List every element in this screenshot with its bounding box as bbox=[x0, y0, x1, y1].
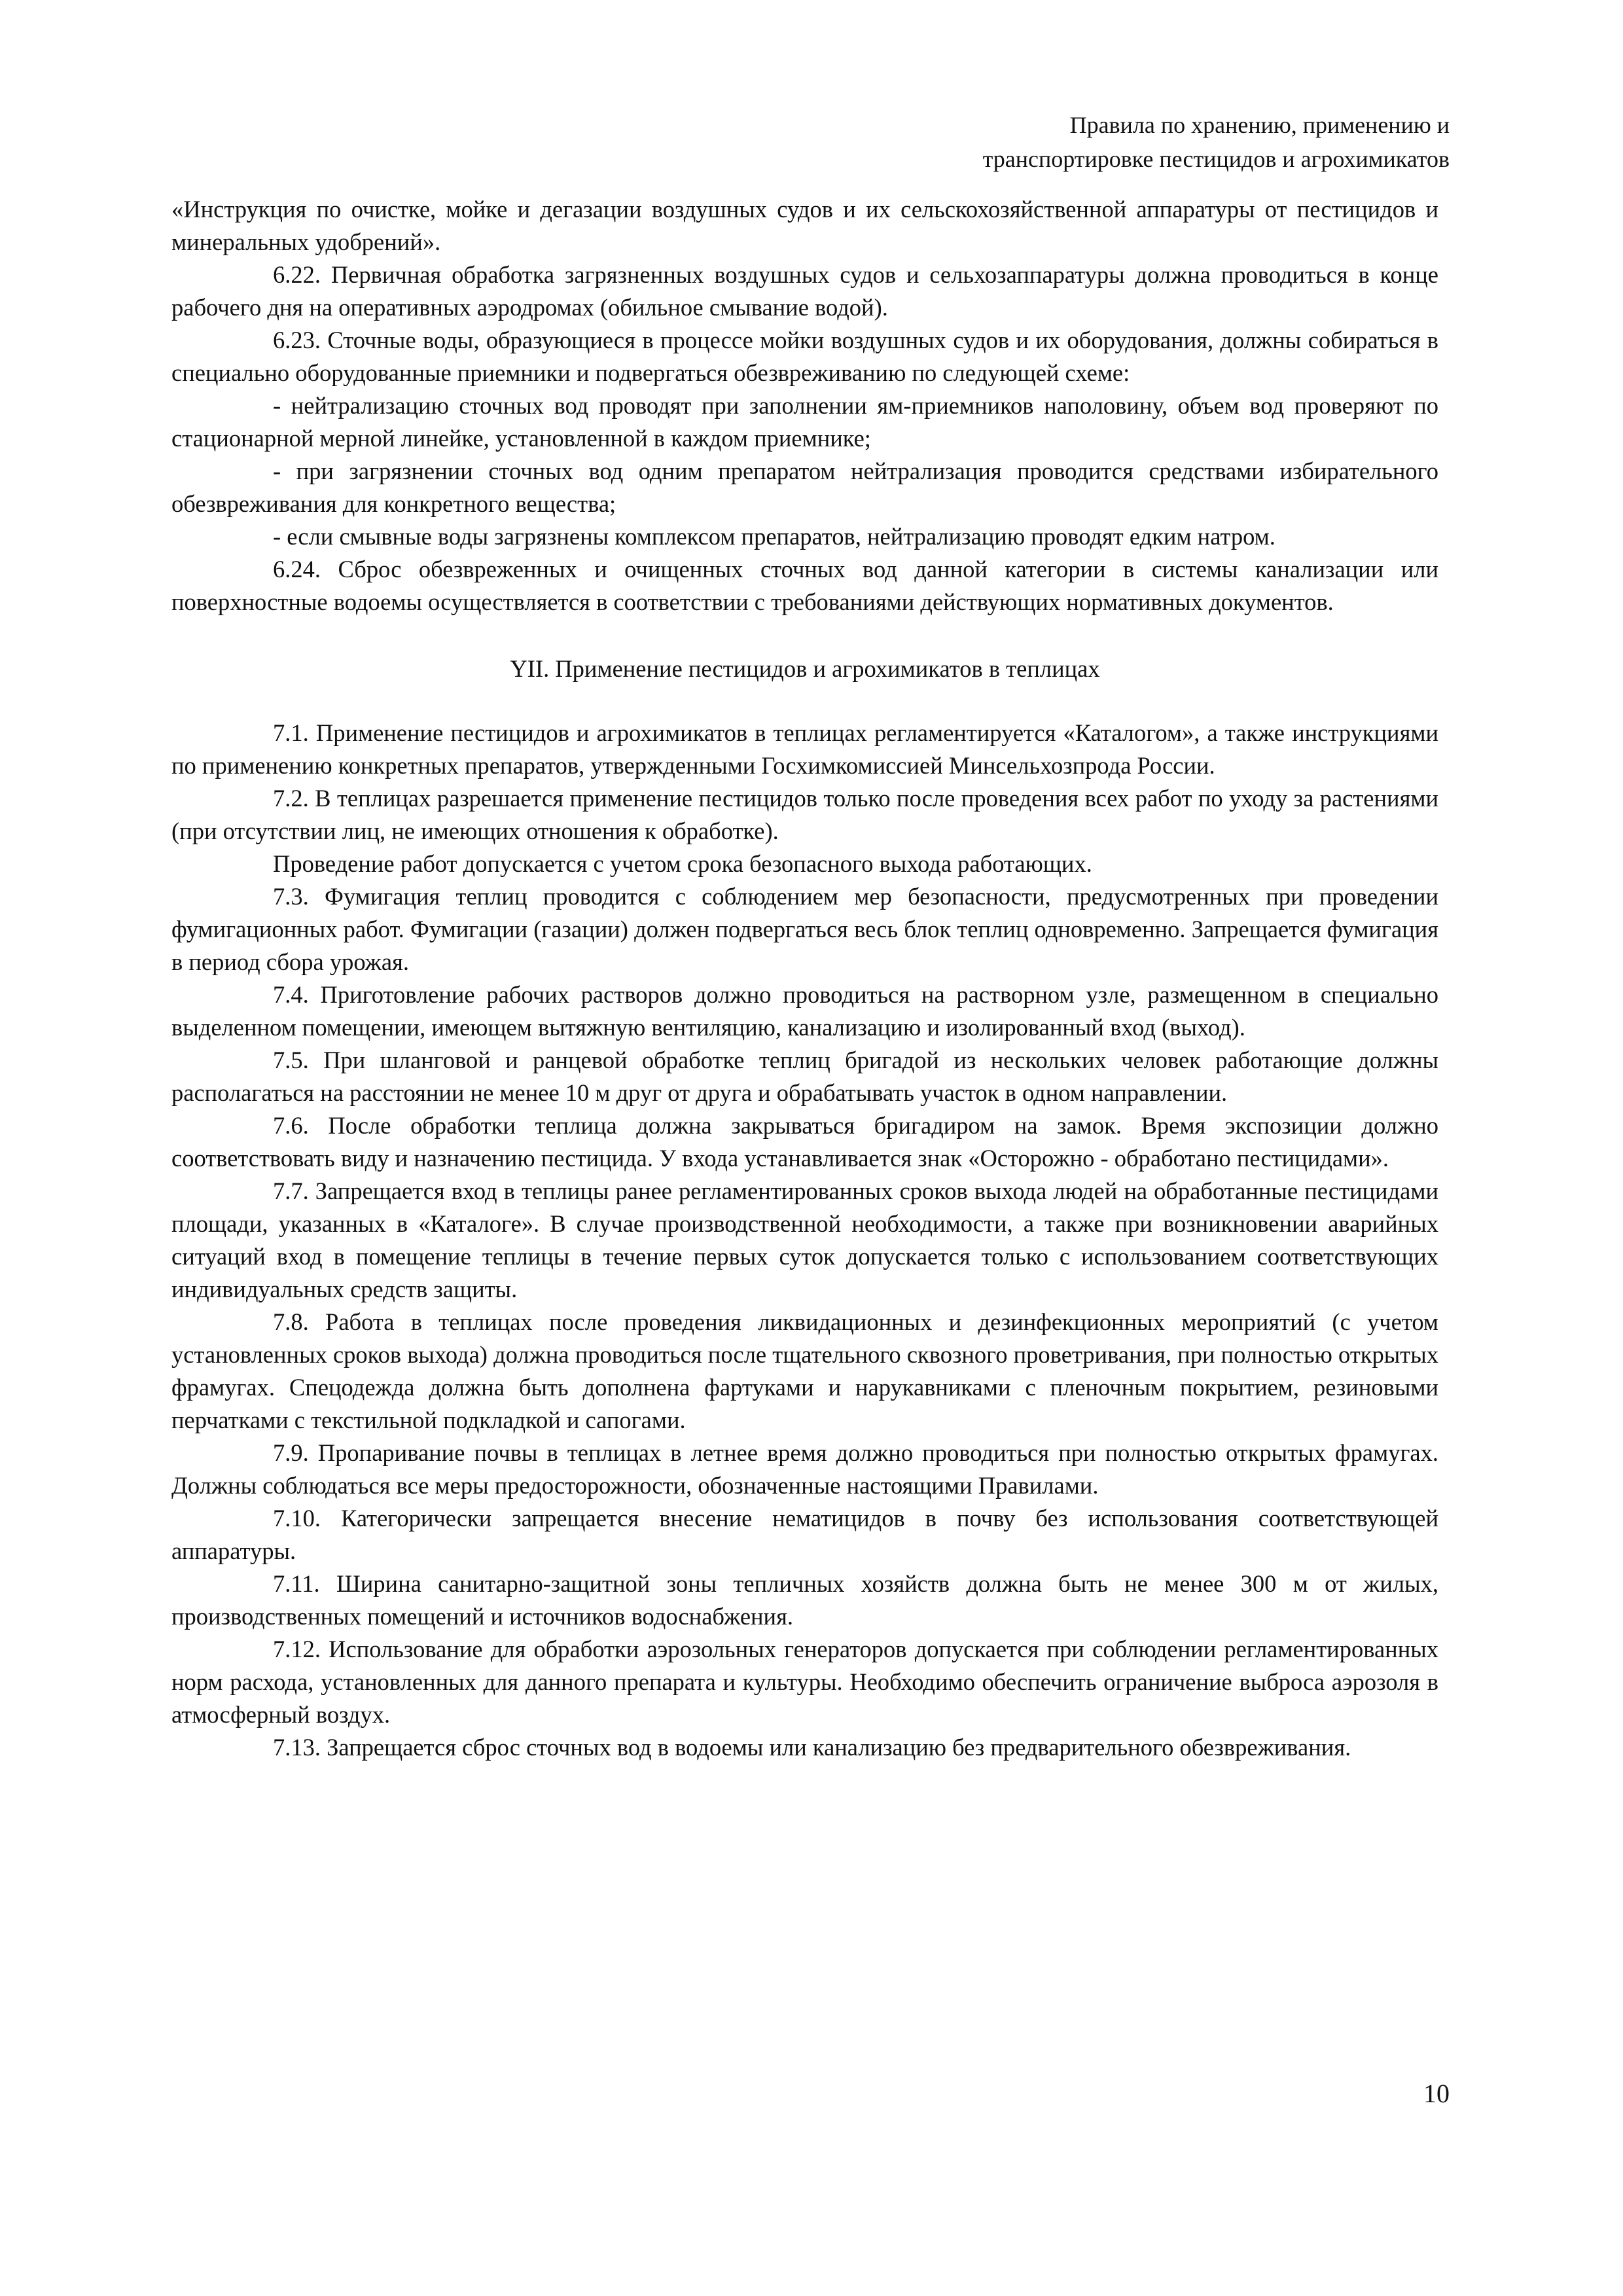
paragraph-7-4: 7.4. Приготовление рабочих растворов должно проводиться на растворном узле, размещенном в специально выделенном помещении, имеющем вытяжную вентиляцию, канализацию и изолированный вход (выход). bbox=[171, 981, 1438, 1041]
list-item-neutralization: - нейтрализацию сточных вод проводят при заполнении ям-приемников наполовину, объем вод проверяют по стационарной мерной линейке, установленной в каждом приемнике; bbox=[171, 392, 1438, 452]
list-item-single-preparation: - при загрязнении сточных вод одним препаратом нейтрализация проводится средствами избирательного обезвреживания для конкретного вещества; bbox=[171, 457, 1438, 517]
paragraph-7-2: 7.2. В теплицах разрешается применение пестицидов только после проведения всех работ по уходу за растениями (при отсутствии лиц, не имеющих отношения к обработке). bbox=[171, 785, 1438, 844]
paragraph-7-11: 7.11. Ширина санитарно-защитной зоны тепличных хозяйств должна быть не менее 300 м от жилых, производственных помещений и источников водоснабжения. bbox=[171, 1570, 1438, 1630]
paragraph-7-3: 7.3. Фумигация теплиц проводится с соблюдением мер безопасности, предусмотренных при проведении фумигационных работ. Фумигации (газации) должен подвергаться весь блок теплиц одновременно. Запрещается фумигация в период сбора урожая. bbox=[171, 883, 1438, 975]
paragraph-7-12: 7.12. Использование для обработки аэрозольных генераторов допускается при соблюдении регламентированных норм расхода, установленных для данного препарата и культуры. Необходимо обеспечить ограничение выброса аэрозоля в атмосферный воздух. bbox=[171, 1636, 1438, 1728]
paragraph-6-22: 6.22. Первичная обработка загрязненных воздушных судов и сельхозаппаратуры должна проводиться в конце рабочего дня на оперативных аэродромах (обильное смывание водой). bbox=[171, 261, 1438, 321]
paragraph-7-13: 7.13. Запрещается сброс сточных вод в водоемы или канализацию без предварительного обезвреживания. bbox=[273, 1734, 1351, 1761]
paragraph-7-8: 7.8. Работа в теплицах после проведения ликвидационных и дезинфекционных мероприятий (с учетом установленных сроков выхода) должна проводиться после тщательного сквозного проветривания, при полностью открытых фрамугах. Спецодежда должна быть дополнена фартуками и нарукавниками с пленочным покрытием, резиновыми перчатками с текстильной подкладкой и сапогами. bbox=[171, 1308, 1438, 1433]
header-line-1: Правила по хранению, применению и bbox=[1069, 112, 1450, 138]
paragraph-7-5: 7.5. При шланговой и ранцевой обработке теплиц бригадой из нескольких человек работающие должны располагаться на расстоянии не менее 10 м друг от друга и обрабатывать участок в одном направлении. bbox=[171, 1047, 1438, 1106]
body-text bbox=[171, 193, 1438, 1764]
list-item-complex-preparations: - если смывные воды загрязнены комплексом препаратов, нейтрализацию проводят едким натром. bbox=[273, 523, 1275, 550]
section-heading: YII. Применение пестицидов и агрохимикатов в теплицах bbox=[510, 655, 1100, 682]
paragraph-7-2-note: Проведение работ допускается с учетом срока безопасного выхода работающих. bbox=[273, 850, 1092, 877]
paragraph-7-10: 7.10. Категорически запрещается внесение нематицидов в почву без использования соответствующей аппаратуры. bbox=[171, 1505, 1438, 1564]
running-header bbox=[730, 108, 1450, 176]
page-number: 10 bbox=[1423, 2079, 1450, 2108]
paragraph-6-23: 6.23. Сточные воды, образующиеся в процессе мойки воздушных судов и их оборудования, должны собираться в специально оборудованные приемники и подвергаться обезвреживанию по следующей схеме: bbox=[171, 327, 1438, 386]
paragraph-instruction-title: «Инструкция по очистке, мойке и дегазации воздушных судов и их сельскохозяйственной аппаратуры от пестицидов и минеральных удобрений». bbox=[171, 196, 1438, 255]
paragraph-7-6: 7.6. После обработки теплица должна закрываться бригадиром на замок. Время экспозиции должно соответствовать виду и назначению пестицида. У входа устанавливается знак «Осторожно - обработано пестицидами». bbox=[171, 1112, 1438, 1172]
header-line-2: транспортировке пестицидов и агрохимикатов bbox=[982, 146, 1450, 172]
paragraph-7-1: 7.1. Применение пестицидов и агрохимикатов в теплицах регламентируется «Каталогом», а также инструкциями по применению конкретных препаратов, утвержденными Госхимкомиссией Минсельхозпрода России. bbox=[171, 719, 1438, 779]
paragraph-7-9: 7.9. Пропаривание почвы в теплицах в летнее время должно проводиться при полностью открытых фрамугах. Должны соблюдаться все меры предосторожности, обозначенные настоящими Правилами. bbox=[171, 1439, 1438, 1499]
paragraph-7-7: 7.7. Запрещается вход в теплицы ранее регламентированных сроков выхода людей на обработанные пестицидами площади, указанных в «Каталоге». В случае производственной необходимости, а также при возникновении аварийных ситуаций вход в помещение теплицы в течение первых суток допускается только с использованием соответствующих индивидуальных средств защиты. bbox=[171, 1177, 1438, 1302]
paragraph-6-24: 6.24. Сброс обезвреженных и очищенных сточных вод данной категории в системы канализации или поверхностные водоемы осуществляется в соответствии с требованиями действующих нормативных документов. bbox=[171, 556, 1438, 615]
